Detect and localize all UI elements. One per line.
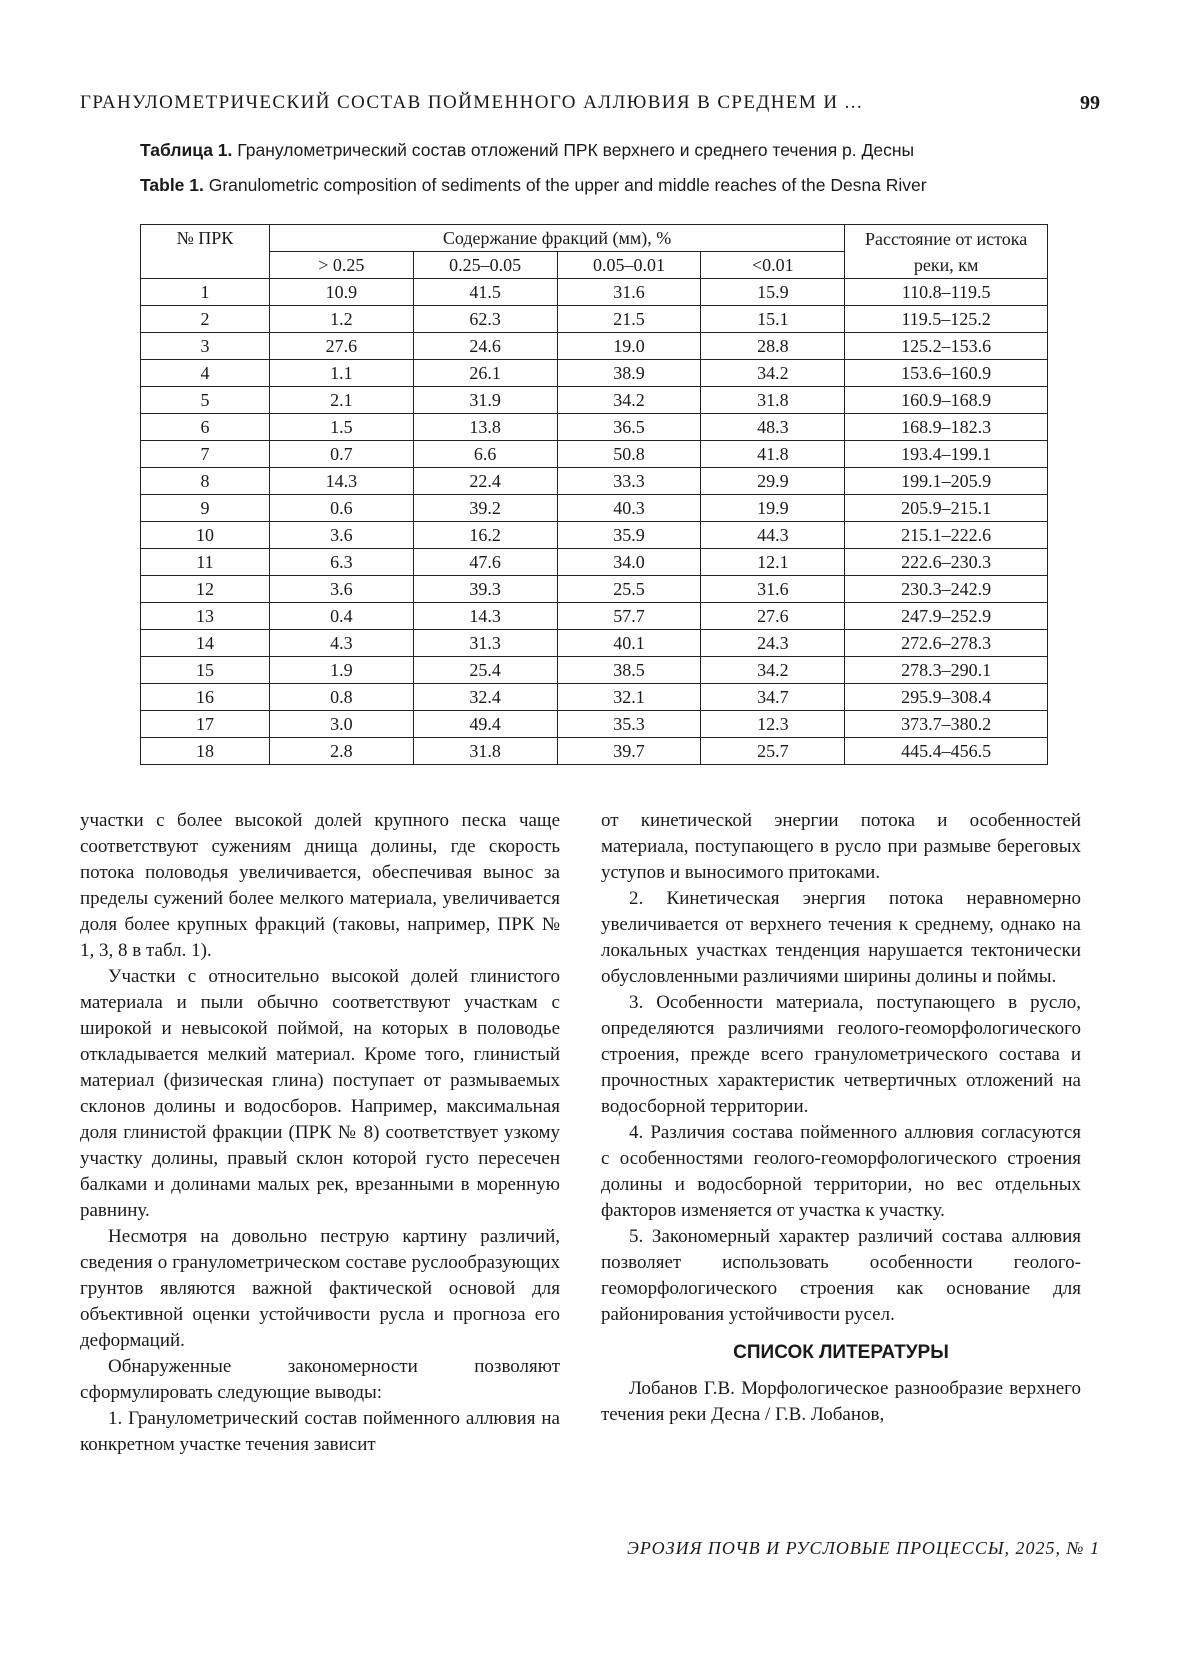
table-cell: 35.3 [557,711,701,738]
table-cell: 34.2 [701,360,845,387]
table-cell: 19.9 [701,495,845,522]
table-cell: 19.0 [557,333,701,360]
table-cell: 15.1 [701,306,845,333]
reference-item: Лобанов Г.В. Морфологическое разнообразие верхнего течения реки Десна / Г.В. Лобанов, [601,1378,1081,1425]
table-cell: 6.6 [413,441,557,468]
table-cell: 110.8–119.5 [845,279,1048,306]
journal-footer: ЭРОЗИЯ ПОЧВ И РУСЛОВЫЕ ПРОЦЕССЫ, 2025, № 1 [627,1538,1100,1558]
table-cell: 39.2 [413,495,557,522]
running-header [80,92,1100,122]
table-cell: 31.9 [413,387,557,414]
table-cell: 16 [141,684,270,711]
caption-text-en: Granulometric composition of sediments of the upper and middle reaches of the Desna River [203,175,927,195]
table-row [141,333,1048,360]
table-cell: 11 [141,549,270,576]
header-fraction: <0.01 [701,252,845,279]
table-cell: 32.1 [557,684,701,711]
table-cell: 205.9–215.1 [845,495,1048,522]
table-cell: 15.9 [701,279,845,306]
table-cell: 1.2 [269,306,413,333]
table-cell: 47.6 [413,549,557,576]
table-cell: 49.4 [413,711,557,738]
table-cell: 13 [141,603,270,630]
page-number: 99 [1080,92,1100,114]
paragraph: 3. Особенности материала, поступающего в русло, определяются различиями геолого-геоморфологического строения, прежде всего гранулометрического состава и прочностных характеристик четвертичных отложений на водосборной территории. [601,992,1081,1117]
table-caption-ru [140,140,914,161]
granulometry-table [140,224,1048,765]
table-cell: 1.5 [269,414,413,441]
table-cell: 25.7 [701,738,845,765]
table-cell: 1.9 [269,657,413,684]
table-cell: 2.1 [269,387,413,414]
table-row [141,414,1048,441]
table-cell: 28.8 [701,333,845,360]
table-cell: 36.5 [557,414,701,441]
table-cell: 1 [141,279,270,306]
table-cell: 27.6 [269,333,413,360]
table-cell: 12 [141,576,270,603]
table-cell: 34.2 [557,387,701,414]
table-cell: 445.4–456.5 [845,738,1048,765]
table-cell: 278.3–290.1 [845,657,1048,684]
table-cell: 39.7 [557,738,701,765]
table-cell: 34.7 [701,684,845,711]
table-row [141,387,1048,414]
table-cell: 16.2 [413,522,557,549]
table-cell: 32.4 [413,684,557,711]
table-cell: 14.3 [413,603,557,630]
header-prk: № ПРК [141,225,270,279]
header-distance: Расстояние от истока реки, км [845,225,1048,279]
table-cell: 230.3–242.9 [845,576,1048,603]
table-cell: 8 [141,468,270,495]
table-cell: 4 [141,360,270,387]
table-cell: 2 [141,306,270,333]
table-cell: 373.7–380.2 [845,711,1048,738]
paragraph: от кинетической энергии потока и особенностей материала, поступающего в русло при размыве береговых уступов и выносимого притоками. [601,810,1081,883]
paragraph: 2. Кинетическая энергия потока неравномерно увеличивается от верхнего течения к среднему, однако на локальных участках тенденция нарушается тектонически обусловленными различиями ширины долины и поймы. [601,888,1081,987]
table-row [141,576,1048,603]
paragraph: 4. Различия состава пойменного аллювия согласуются с особенностями геолого-геоморфологического строения долины и водосборной территории, но вес отдельных факторов изменяется от участка к участку. [601,1122,1081,1221]
header-fraction: 0.25–0.05 [413,252,557,279]
table-cell: 25.5 [557,576,701,603]
table-cell: 21.5 [557,306,701,333]
table-cell: 57.7 [557,603,701,630]
table-cell: 1.1 [269,360,413,387]
table-cell: 14.3 [269,468,413,495]
table-cell: 17 [141,711,270,738]
table-cell: 3.6 [269,522,413,549]
header-fraction: > 0.25 [269,252,413,279]
table-cell: 38.9 [557,360,701,387]
paragraph: Несмотря на довольно пеструю картину различий, сведения о гранулометрическом составе руслообразующих грунтов являются важной фактической основой для объективной оценки устойчивости русла и прогноза его деформаций. [80,1226,560,1351]
table-cell: 160.9–168.9 [845,387,1048,414]
table-cell: 22.4 [413,468,557,495]
table-cell: 168.9–182.3 [845,414,1048,441]
table-cell: 24.6 [413,333,557,360]
table-cell: 10.9 [269,279,413,306]
table-cell: 31.6 [701,576,845,603]
table-cell: 193.4–199.1 [845,441,1048,468]
table-cell: 31.8 [413,738,557,765]
left-text-column [80,808,560,1458]
table-cell: 9 [141,495,270,522]
paragraph: участки с более высокой долей крупного песка чаще соответствуют сужениям днища долины, где скорость потока половодья увеличивается, обеспечивая вынос за пределы сужений более мелкого материала, увеличивается доля более крупных фракций (таковы, например, ПРК № 1, 3, 8 в табл. 1). [80,810,560,961]
table-cell: 26.1 [413,360,557,387]
right-text-column [601,808,1081,1428]
table-cell: 15 [141,657,270,684]
table-row [141,306,1048,333]
table-cell: 12.3 [701,711,845,738]
table-cell: 41.5 [413,279,557,306]
table-cell: 7 [141,441,270,468]
table-cell: 50.8 [557,441,701,468]
table-cell: 14 [141,630,270,657]
table-cell: 34.0 [557,549,701,576]
table-cell: 44.3 [701,522,845,549]
paragraph: 1. Гранулометрический состав пойменного аллювия на конкретном участке течения зависит [80,1408,560,1455]
table-row [141,603,1048,630]
table-cell: 222.6–230.3 [845,549,1048,576]
paragraph: 5. Закономерный характер различий состава аллювия позволяет использовать особенности геолого-геоморфологического строения как основание для районирования устойчивости русел. [601,1226,1081,1325]
table-cell: 153.6–160.9 [845,360,1048,387]
table-cell: 34.2 [701,657,845,684]
table-cell: 10 [141,522,270,549]
caption-label-ru: Таблица 1. [140,140,233,160]
table-row [141,468,1048,495]
table-cell: 215.1–222.6 [845,522,1048,549]
table-cell: 6 [141,414,270,441]
table-row [141,657,1048,684]
table-cell: 25.4 [413,657,557,684]
table-cell: 18 [141,738,270,765]
table-row [141,441,1048,468]
table-row [141,738,1048,765]
table-cell: 31.3 [413,630,557,657]
table-cell: 199.1–205.9 [845,468,1048,495]
table-cell: 119.5–125.2 [845,306,1048,333]
table-cell: 3.6 [269,576,413,603]
table-cell: 125.2–153.6 [845,333,1048,360]
table-cell: 3.0 [269,711,413,738]
table-cell: 272.6–278.3 [845,630,1048,657]
table-row [141,684,1048,711]
table-cell: 33.3 [557,468,701,495]
table-cell: 0.6 [269,495,413,522]
table-row [141,360,1048,387]
table-cell: 12.1 [701,549,845,576]
header-fraction: 0.05–0.01 [557,252,701,279]
table-cell: 29.9 [701,468,845,495]
table-cell: 3 [141,333,270,360]
table-cell: 62.3 [413,306,557,333]
header-fractions-group: Содержание фракций (мм), % [269,225,844,252]
table-cell: 40.1 [557,630,701,657]
table-cell: 0.7 [269,441,413,468]
table-cell: 41.8 [701,441,845,468]
table-row [141,549,1048,576]
table-cell: 0.8 [269,684,413,711]
table-cell: 13.8 [413,414,557,441]
table-cell: 40.3 [557,495,701,522]
table-row [141,495,1048,522]
table-cell: 24.3 [701,630,845,657]
table-row [141,711,1048,738]
table-row [141,630,1048,657]
table-cell: 31.8 [701,387,845,414]
table-cell: 35.9 [557,522,701,549]
caption-text-ru: Гранулометрический состав отложений ПРК верхнего и среднего течения р. Десны [232,140,915,160]
table-cell: 39.3 [413,576,557,603]
table-cell: 0.4 [269,603,413,630]
references-heading: СПИСОК ЛИТЕРАТУРЫ [733,1342,949,1363]
table-cell: 295.9–308.4 [845,684,1048,711]
table-cell: 31.6 [557,279,701,306]
paragraph: Участки с относительно высокой долей глинистого материала и пыли обычно соответствуют участкам с широкой и невысокой поймой, на которых в половодье откладывается мелкий материал. Кроме того, глинистый материал (физическая глина) поступает от размываемых склонов долины и водосборов. Например, максимальная доля глинистой фракции (ПРК № 8) соответствует узкому участку долины, правый склон которой густо пересечен балками и долинами малых рек, врезанными в моренную равнину. [80,966,560,1221]
table-cell: 247.9–252.9 [845,603,1048,630]
table-caption-en [140,175,927,196]
table-row [141,522,1048,549]
table-cell: 2.8 [269,738,413,765]
table-cell: 4.3 [269,630,413,657]
paragraph: Обнаруженные закономерности позволяют сформулировать следующие выводы: [80,1356,560,1403]
table-cell: 38.5 [557,657,701,684]
table-cell: 6.3 [269,549,413,576]
running-title: ГРАНУЛОМЕТРИЧЕСКИЙ СОСТАВ ПОЙМЕННОГО АЛЛЮВИЯ В СРЕДНЕМ И ... [80,92,864,113]
caption-label-en: Table 1. [140,175,204,195]
table-cell: 48.3 [701,414,845,441]
table-row [141,279,1048,306]
table-cell: 5 [141,387,270,414]
table-cell: 27.6 [701,603,845,630]
